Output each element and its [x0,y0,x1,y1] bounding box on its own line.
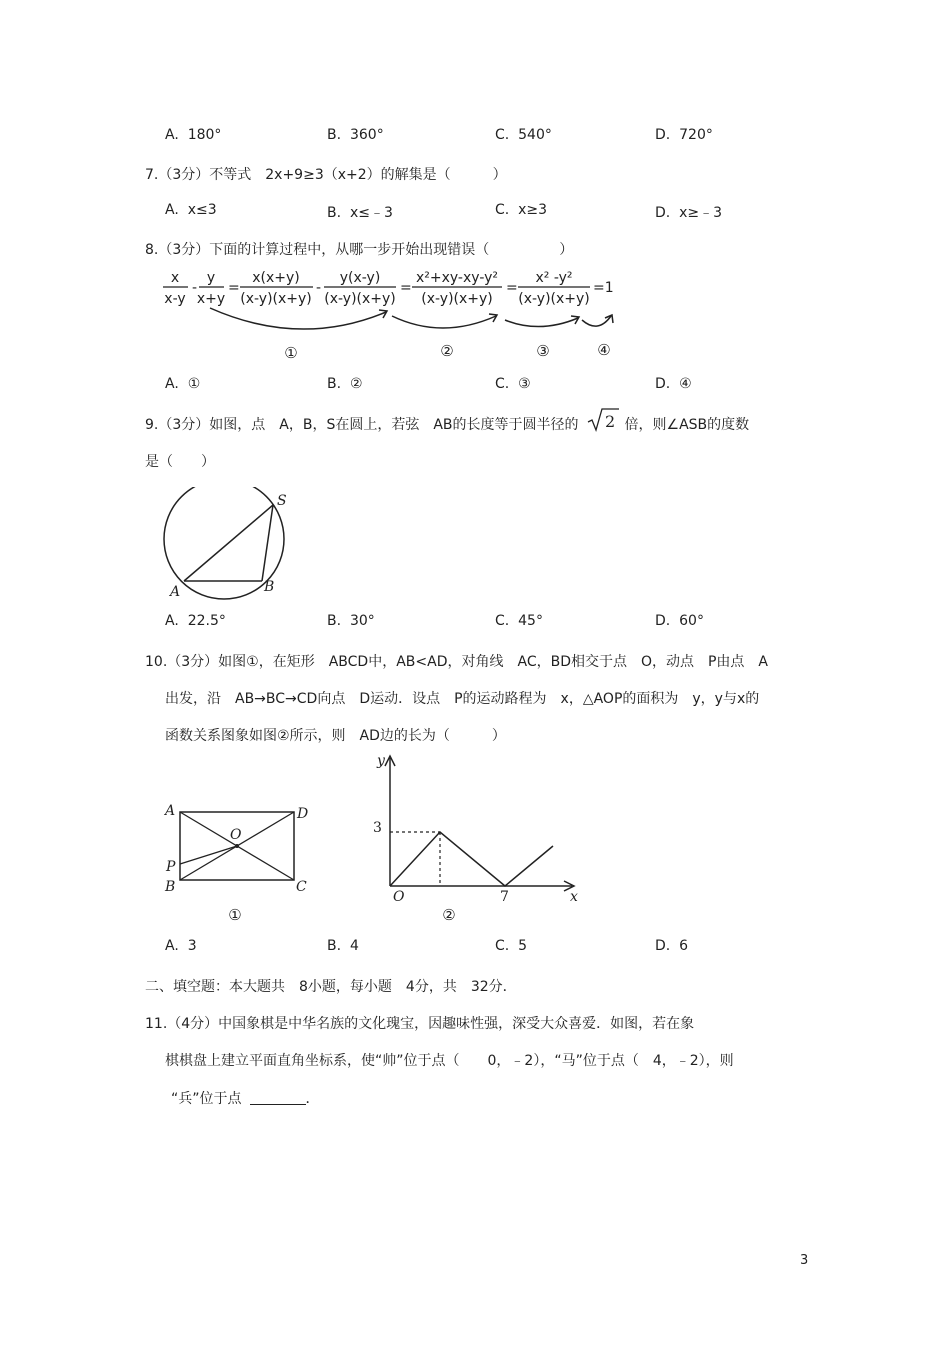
q8-f2-den: x+y [196,291,226,307]
q10-option-b: B. 4 [327,938,359,954]
q10-rectangle-figure [160,798,320,928]
q8-result: =1 [593,280,614,296]
q8-f1-num: x [170,270,180,286]
q6-option-b: B. 360° [327,127,384,143]
q10-fig2-label-x: x [570,889,578,905]
q8-step-1: ① [284,344,298,362]
q11-answer-blank[interactable] [250,1090,306,1105]
q8-f3-den: (x-y)(x+y) [240,291,312,307]
q10-fig2-label-o: O [393,889,405,905]
q10-fig1-label-p: P [166,859,176,875]
q9-option-d: D. 60° [655,613,704,629]
q8-f2-num: y [206,270,216,286]
q9-label-b: B [264,579,275,595]
q7-option-c: C. x≥3 [495,202,548,218]
q7-option-a: A. x≤3 [165,202,217,218]
q7-option-d: D. x≥﹣3 [655,205,723,221]
q8-option-d: D. ④ [655,376,692,392]
q10-option-a: A. 3 [165,938,197,954]
q8-stem: 8.（3分）下面的计算过程中，从哪一步开始出现错误（ ） [145,242,574,258]
q10-graph-figure [360,748,590,928]
q8-arrow-2 [392,316,496,328]
q9-option-c: C. 45° [495,613,543,629]
section-2-heading: 二、填空题：本大题共 8小题，每小题 4分，共 32分． [145,979,517,995]
q10-option-c: C. 5 [495,938,528,954]
q10-fig2-label-3: 3 [373,820,382,836]
q8-option-b: B. ② [327,376,363,392]
q9-circle-figure [160,487,295,602]
q9-label-a: A [170,584,181,600]
q8-f4-num: y(x-y) [339,270,381,286]
q11-stem-line1: 11.（4分）中国象棋是中华名族的文化瑰宝，因趣味性强，深受大众喜爱．如图，若在象 [145,1016,695,1032]
q8-arrow-3 [505,318,578,327]
q10-stem-line3: 函数关系图象如图②所示，则 AD边的长为（ ） [165,728,506,744]
q6-option-d: D. 720° [655,127,713,143]
q8-eq-3: = [506,280,518,296]
q10-fig1-label-c: C [296,879,307,895]
q8-f4-den: (x-y)(x+y) [324,291,396,307]
q10-stem-line2: 出发，沿 AB→BC→CD向点 D运动．设点 P的运动路程为 x，△AOP的面积为 y，y与x的 [165,691,760,707]
q10-fig2-label-y: y [377,753,385,769]
q8-option-a: A. ① [165,376,201,392]
q10-fig1-caption: ① [228,906,242,924]
q8-minus-2: - [316,280,322,296]
q9-stem: 9.（3分）如图，点 A，B，S在圆上，若弦 AB的长度等于圆半径的 √ 2 倍，则∠ASB的度数 [145,407,750,433]
q10-fig1-label-a: A [165,803,176,819]
q8-minus-1: - [192,280,198,296]
q8-f1-den: x-y [164,291,186,307]
q8-f5-num: x²+xy-xy-y² [415,270,499,286]
page-number: 3 [800,1253,809,1268]
q8-step-3: ③ [536,342,550,360]
q10-option-d: D. 6 [655,938,689,954]
q9-sqrt-value: 2 [604,412,615,431]
q8-f6-num: x² -y² [535,270,573,286]
q10-fig1-label-b: B [165,879,176,895]
q11-stem-line3: “兵”位于点 ． [171,1091,320,1107]
q11-stem-line2: 棋棋盘上建立平面直角坐标系，使“帅”位于点（ 0，﹣2），“马”位于点（ 4，﹣2），则 [165,1053,734,1069]
q10-fig2-caption: ② [442,906,456,924]
q8-option-c: C. ③ [495,376,531,392]
q10-fig2-label-7: 7 [500,889,509,905]
q6-option-a: A. 180° [165,127,222,143]
q8-step-2: ② [440,342,454,360]
q10-stem-line1: 10.（3分）如图①，在矩形 ABCD中，AB<AD，对角线 AC，BD相交于点 O，动点 P由点 A [145,654,769,670]
q8-step-4: ④ [597,341,611,359]
q8-arrow-1 [210,308,386,329]
q10-fig1-label-o: O [230,827,242,843]
q8-expression-figure [160,268,630,368]
q6-option-c: C. 540° [495,127,552,143]
q7-stem: 7.（3分）不等式 2x+9≥3（x+2）的解集是（ ） [145,167,507,183]
q9-stem-cont: 是（ ） [145,454,215,470]
q8-f3-num: x(x+y) [252,270,300,286]
q8-f6-den: (x-y)(x+y) [518,291,590,307]
q8-f5-den: (x-y)(x+y) [421,291,493,307]
q9-label-s: S [277,493,287,509]
q9-option-a: A. 22.5° [165,613,226,629]
q7-option-b: B. x≤﹣3 [327,205,393,221]
q10-fig1-label-d: D [297,806,309,822]
q8-eq-1: = [228,280,240,296]
q8-eq-2: = [400,280,412,296]
q9-sqrt-sign: √ [586,407,588,408]
q9-option-b: B. 30° [327,613,375,629]
